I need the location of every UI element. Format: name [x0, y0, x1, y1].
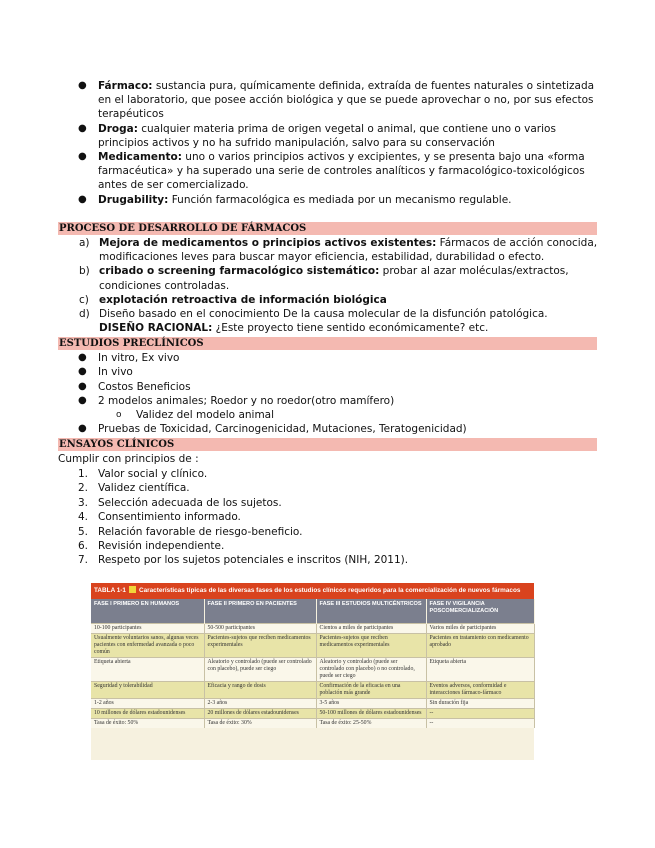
list-item: ● Pruebas de Toxicidad, Carcinogenicidad, Mutaciones, Teratogenicidad) — [78, 423, 467, 436]
table-header: FASE IV VIGILANCIA POSCOMERCIALIZACIÓN — [426, 599, 534, 624]
table-cell: Tasa de éxito: 50% — [91, 719, 204, 729]
table-cell: Pacientes en tratamiento con medicamento aprobado — [426, 634, 534, 658]
sub-list-item: o Validez del modelo animal — [116, 409, 275, 422]
list-item: ● In vitro, Ex vivo — [78, 352, 180, 364]
ensayos-intro: Cumplir con principios de : — [58, 453, 199, 465]
list-item: b) cribado o screening farmacológico sistemático: probar al azar moléculas/extractos, condiciones controladas. — [79, 265, 569, 292]
table-cell: Aleatorio y controlado (puede ser controlado con placebo), puede ser ciego — [204, 658, 316, 682]
table-cell: Varios miles de participantes — [426, 624, 534, 634]
section-heading-preclinicos: ESTUDIOS PRECLÍNICOS — [58, 337, 597, 350]
clinical-phases-table — [91, 599, 535, 728]
table-row — [91, 624, 534, 634]
table-cell: Etiqueta abierta — [91, 658, 204, 682]
table-header-row — [91, 599, 534, 624]
preclinicos-list — [78, 351, 558, 437]
table-caption: TABLA 1-1 Características típicas de las diversas fases de los estudios clínicos requeridos para la comercialización de nuevos fármacos — [91, 583, 534, 599]
desarrollo-list — [79, 236, 599, 335]
ensayos-list — [78, 467, 558, 568]
section-heading-desarrollo: PROCESO DE DESARROLLO DE FÁRMACOS — [58, 222, 597, 235]
table-cell: 50-100 millones de dólares estadounidenses — [316, 709, 426, 719]
table-cell: 2-3 años — [204, 699, 316, 709]
list-item: 1. Valor social y clínico. — [78, 468, 208, 480]
table-cell: 50-500 participantes — [204, 624, 316, 634]
definition-item: ● Droga: cualquier materia prima de origen vegetal o animal, que contiene uno o varios principios activos y no ha sufrido manipulación, salvo para su conservación — [78, 122, 556, 149]
table-cell: Eficacia y rango de dosis — [204, 682, 316, 699]
table-cell: Seguridad y tolerabilidad — [91, 682, 204, 699]
table-cell: Usualmente voluntarios sanos, algunas veces pacientes con enfermedad avanzada o poco común — [91, 634, 204, 658]
table-row — [91, 634, 534, 658]
table-cell: Tasa de éxito: 25-50% — [316, 719, 426, 729]
definition-item: ● Medicamento: uno o varios principios activos y excipientes, y se presenta bajo una «forma farmacéutica» y ha superado una serie de controles analíticos y farmacológico-toxicológicos antes de ser comercializado. — [78, 151, 585, 192]
table-row — [91, 709, 534, 719]
table-row — [91, 682, 534, 699]
table-cell: -- — [426, 709, 534, 719]
definitions-list — [78, 79, 603, 207]
list-item: d) Diseño basado en el conocimiento De la causa molecular de la disfunción patológica. — [79, 308, 548, 321]
list-item: 4. Consentimiento informado. — [78, 511, 241, 524]
table-cell: 1-2 años — [91, 699, 204, 709]
table-cell: Pacientes-sujetos que reciben medicamentos experimentales — [316, 634, 426, 658]
list-item: ● In vivo — [78, 366, 133, 379]
table-cell: Eventos adversos, conformidad e interacciones fármaco-fármaco — [426, 682, 534, 699]
definition-item: ● Fármaco: sustancia pura, químicamente definida, extraída de fuentes naturales o sintetizada en el laboratorio, que posee acción biológica y que se puede aprovechar o no, por sus efectos terapéuticos — [78, 80, 595, 121]
list-item: 2. Validez científica. — [78, 482, 190, 495]
table-cell: 10 millones de dólares estadounidenses — [91, 709, 204, 719]
list-item: ● 2 modelos animales; Roedor y no roedor(otro mamífero) — [78, 394, 395, 407]
table-cell: -- — [426, 719, 534, 729]
table-header: FASE II PRIMERO EN PACIENTES — [204, 599, 316, 624]
list-item: ● Costos Beneficios — [78, 380, 191, 393]
list-item: 5. Relación favorable de riesgo-beneficio. — [78, 525, 303, 538]
table-header: FASE I PRIMERO EN HUMANOS — [91, 599, 204, 624]
table-cell: Tasa de éxito: 30% — [204, 719, 316, 729]
table-row — [91, 719, 534, 729]
table-cell: Aleatorio y controlado (puede ser controlado con placebo) o no controlado, puede ser ciego — [316, 658, 426, 682]
list-item: 3. Selección adecuada de los sujetos. — [78, 496, 282, 509]
table-cell: Etiqueta abierta — [426, 658, 534, 682]
list-item: 6. Revisión independiente. — [78, 540, 225, 553]
table-row — [91, 658, 534, 682]
table-cell: Confirmación de la eficacia en una población más grande — [316, 682, 426, 699]
table-cell: 10-100 participantes — [91, 624, 204, 634]
table-header: FASE III ESTUDIOS MULTICÉNTRICOS — [316, 599, 426, 624]
table-cell: 20 millones de dólares estadounidenses — [204, 709, 316, 719]
table-cell: Pacientes-sujetos que reciben medicamentos experimentales — [204, 634, 316, 658]
list-item: c) explotación retroactiva de información biológica — [79, 293, 387, 306]
table-cell: Sin duración fija — [426, 699, 534, 709]
list-item: 7. Respeto por los sujetos potenciales e inscritos (NIH, 2011). — [78, 554, 409, 567]
section-heading-ensayos: ENSAYOS CLÍNICOS — [58, 438, 597, 451]
table-cell: Cientos a miles de participantes — [316, 624, 426, 634]
table-row — [91, 699, 534, 709]
list-item: a) Mejora de medicamentos o principios activos existentes: Fármacos de acción conocida, modificaciones leves para buscar mayor eficiencia, estabilidad, durabilidad o efecto. — [79, 237, 598, 264]
caption-square-icon — [129, 586, 136, 593]
clinical-phases-table-figure — [91, 583, 534, 760]
definition-item: ● Drugability: Función farmacológica es mediada por un mecanismo regulable. — [78, 193, 512, 206]
diseno-racional: DISEÑO RACIONAL: ¿Este proyecto tiene sentido económicamente? etc. — [99, 322, 489, 335]
table-cell: 3-5 años — [316, 699, 426, 709]
